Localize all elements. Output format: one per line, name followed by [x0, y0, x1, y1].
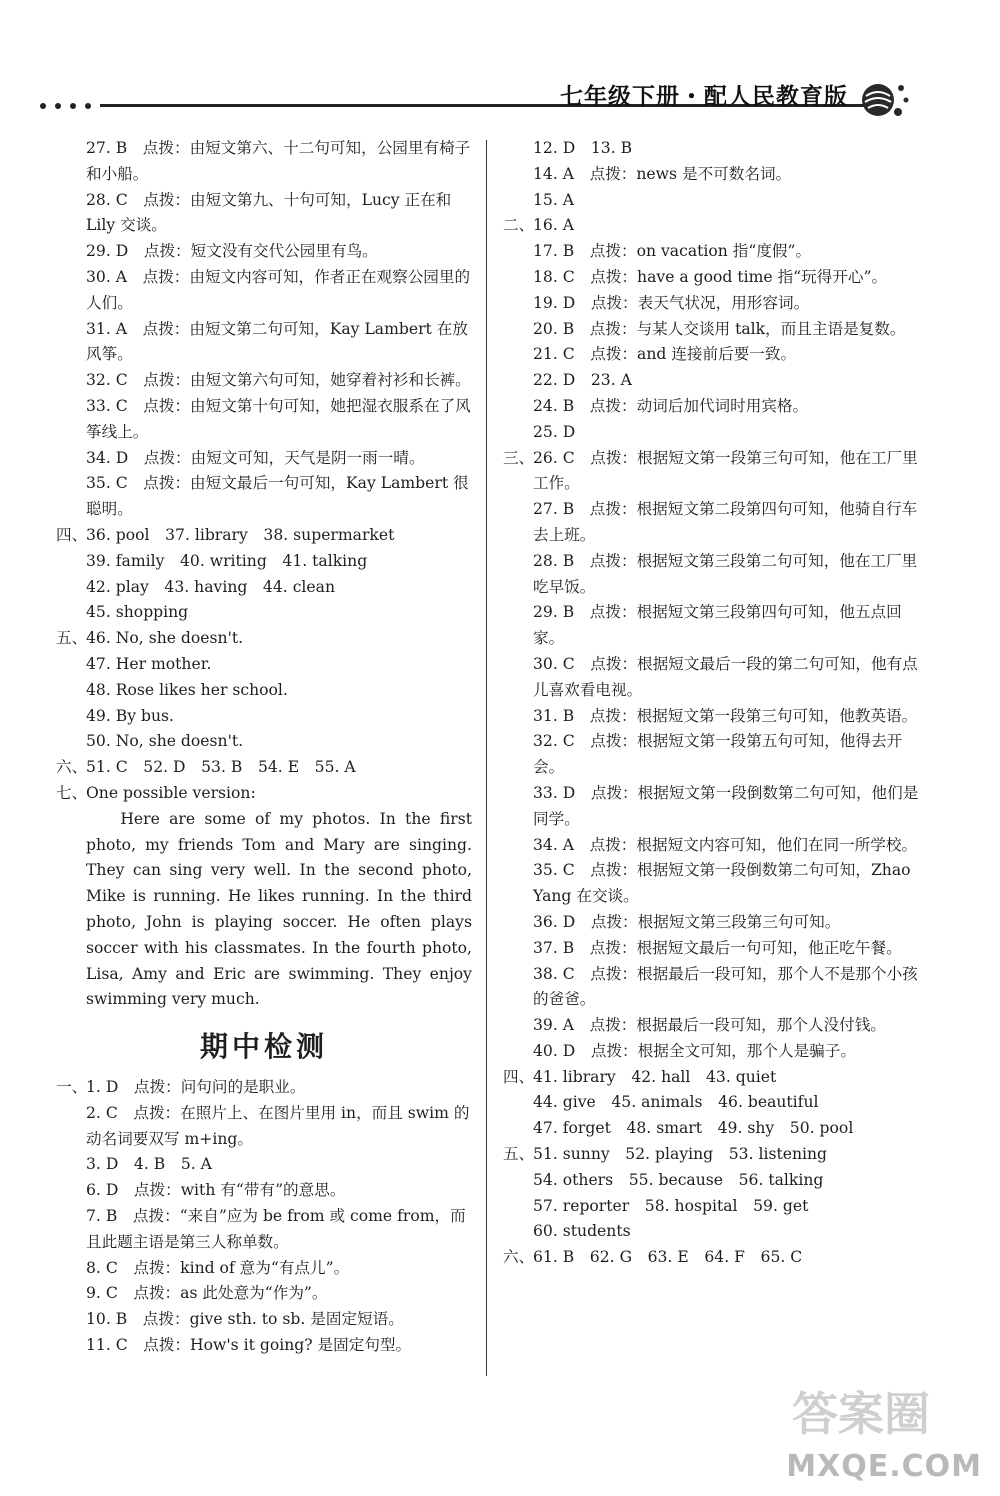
answer-text: 39. A 点拨：根据最后一段可知，那个人没付钱。	[533, 1016, 886, 1035]
answer-item	[503, 420, 923, 446]
section-marker	[503, 265, 533, 291]
answer-item	[56, 446, 472, 472]
section-marker	[56, 1152, 86, 1178]
answer-item	[56, 626, 472, 652]
section-marker	[503, 497, 533, 549]
answer-text: 31. B 点拨：根据短文第一段第三句可知，他教英语。	[533, 706, 918, 725]
answer-item	[503, 1142, 923, 1168]
answer-text: 24. B 点拨：动词后加代词时用宾格。	[533, 396, 809, 415]
answer-item	[503, 1013, 923, 1039]
section-marker	[503, 910, 533, 936]
section-marker	[503, 704, 533, 730]
section-marker	[56, 136, 86, 188]
answer-text: 54. others 55. because 56. talking	[533, 1170, 824, 1189]
answer-item	[503, 962, 923, 1014]
answer-text: 40. D 点拨：根据全文可知，那个人是骗子。	[533, 1041, 856, 1060]
dot	[40, 103, 46, 109]
answer-text: 49. By bus.	[86, 706, 174, 725]
section-marker	[56, 317, 86, 369]
answer-text: 17. B 点拨：on vacation 指“度假”。	[533, 242, 812, 261]
answer-item	[503, 1168, 923, 1194]
answer-item	[503, 291, 923, 317]
answer-text: 3. D 4. B 5. A	[86, 1155, 212, 1174]
column-divider	[486, 140, 487, 1376]
answer-item	[503, 1039, 923, 1065]
answer-text: 42. play 43. having 44. clean	[86, 577, 335, 596]
section-marker	[503, 1116, 533, 1142]
answer-item	[503, 1065, 923, 1091]
answer-item	[503, 1219, 923, 1245]
section-marker	[56, 368, 86, 394]
answer-text: 8. C 点拨：kind of 意为“有点儿”。	[86, 1258, 350, 1277]
answer-item	[503, 1090, 923, 1116]
answer-text: 14. A 点拨：news 是不可数名词。	[533, 164, 792, 183]
answer-item	[56, 678, 472, 704]
answer-item	[56, 781, 472, 807]
section-marker	[503, 239, 533, 265]
section-marker	[56, 1256, 86, 1282]
section-marker	[56, 1178, 86, 1204]
section-marker	[503, 1168, 533, 1194]
section-marker	[503, 1090, 533, 1116]
answer-item	[56, 317, 472, 369]
answer-text: 51. sunny 52. playing 53. listening	[533, 1145, 828, 1164]
answer-text: 29. D 点拨：短文没有交代公园里有鸟。	[86, 242, 378, 261]
answer-text: 35. C 点拨：由短文最后一句可知，Kay Lambert 很聪明。	[86, 474, 469, 519]
section-marker	[56, 652, 86, 678]
answer-item	[503, 342, 923, 368]
answer-text: 60. students	[533, 1222, 631, 1241]
section-marker	[56, 188, 86, 240]
answer-text: 32. C 点拨：根据短文第一段第五句可知，他得去开会。	[533, 732, 903, 777]
answer-item	[503, 1245, 923, 1271]
answer-text: 18. C 点拨：have a good time 指“玩得开心”。	[533, 267, 888, 286]
answer-item	[56, 394, 472, 446]
answer-item	[503, 317, 923, 343]
section-marker	[503, 833, 533, 859]
section-marker: 三、	[503, 448, 535, 467]
answer-text: 31. A 点拨：由短文第二句可知，Kay Lambert 在放风筝。	[86, 319, 468, 364]
section-marker	[56, 394, 86, 446]
answer-item	[56, 755, 472, 781]
section-marker	[56, 239, 86, 265]
section-marker	[503, 652, 533, 704]
answer-text: 36. D 点拨：根据短文第三段第三句可知。	[533, 912, 841, 931]
section-marker	[56, 575, 86, 601]
right-column	[503, 136, 923, 1271]
answer-item	[503, 910, 923, 936]
answer-item	[503, 497, 923, 549]
section-marker	[503, 858, 533, 910]
answer-text: 12. D 13. B	[533, 139, 633, 157]
answer-text: 44. give 45. animals 46. beautiful	[533, 1093, 819, 1112]
answer-text: 57. reporter 58. hospital 59. get	[533, 1196, 809, 1215]
watermark-logo: 答案圈	[792, 1387, 930, 1441]
answer-item	[503, 704, 923, 730]
answer-item	[503, 162, 923, 188]
section-marker	[56, 1281, 86, 1307]
answer-item	[503, 265, 923, 291]
section-marker	[503, 317, 533, 343]
section-marker	[56, 1204, 86, 1256]
answer-text: 33. C 点拨：由短文第十句可知，她把湿衣服系在了风筝线上。	[86, 396, 471, 441]
section-marker	[56, 446, 86, 472]
answer-item	[503, 549, 923, 601]
answer-text: 34. A 点拨：根据短文内容可知，他们在同一所学校。	[533, 835, 918, 854]
answer-text: 30. C 点拨：根据短文最后一段的第二句可知，他有点儿喜欢看电视。	[533, 654, 918, 699]
book-title: 七年级下册・配人民教育版	[560, 84, 848, 110]
section-marker	[503, 1194, 533, 1220]
answer-text: 33. D 点拨：根据短文第一段倒数第二句可知，他们是同学。	[533, 783, 919, 828]
section-marker	[503, 781, 533, 833]
section-marker	[56, 600, 86, 626]
section-marker: 六、	[56, 758, 88, 777]
section-marker	[503, 394, 533, 420]
section-marker	[503, 600, 533, 652]
answer-item	[56, 600, 472, 626]
answer-item	[56, 1307, 472, 1333]
answer-item	[56, 1333, 472, 1359]
answer-item	[56, 549, 472, 575]
section-marker	[503, 549, 533, 601]
section-marker	[56, 704, 86, 730]
header-dots	[40, 103, 91, 109]
answer-item	[503, 600, 923, 652]
section-marker	[503, 1219, 533, 1245]
answer-text: 35. C 点拨：根据短文第一段倒数第二句可知，Zhao Yang 在交谈。	[533, 861, 911, 906]
answer-item	[56, 1101, 472, 1153]
answer-item	[503, 781, 923, 833]
answer-item	[56, 1152, 472, 1178]
answer-text: 1. D 点拨：问句问的是职业。	[86, 1078, 306, 1097]
answer-text: 19. D 点拨：表天气状况，用形容词。	[533, 293, 810, 312]
answer-item	[56, 652, 472, 678]
dot	[55, 103, 61, 109]
answer-item	[56, 368, 472, 394]
answer-text: 61. B 62. G 63. E 64. F 65. C	[533, 1248, 803, 1267]
essay-text: Here are some of my photos. In the first photo, my friends Tom and Mary are singing. They can sing very well. In the second photo, Mike is running. He likes running. In the third photo, John is playing soccer. He often plays soccer with his classmates. In the fourth photo, Lisa, Amy and Eric are swimming. They enjoy swimming very much.	[86, 809, 472, 1009]
page-header	[0, 0, 1000, 125]
dot	[70, 103, 76, 109]
answer-item	[503, 394, 923, 420]
answer-item	[56, 188, 472, 240]
section-marker	[56, 1307, 86, 1333]
answer-item	[56, 136, 472, 188]
section-marker	[503, 420, 533, 446]
dot	[85, 103, 91, 109]
section-marker	[503, 136, 533, 162]
answer-text: 47. forget 48. smart 49. shy 50. pool	[533, 1119, 854, 1138]
section-marker	[503, 291, 533, 317]
answer-item	[503, 188, 923, 214]
answer-item	[503, 368, 923, 394]
section-marker	[56, 549, 86, 575]
answer-item	[56, 1075, 472, 1101]
section-marker: 二、	[503, 216, 535, 235]
answer-text: 22. D 23. A	[533, 371, 632, 390]
answer-item	[56, 1178, 472, 1204]
answer-item	[56, 704, 472, 730]
answer-text: 36. pool 37. library 38. supermarket	[86, 525, 395, 544]
answer-text: 15. A	[533, 190, 575, 209]
answer-text: 47. Her mother.	[86, 654, 212, 673]
answer-item	[503, 239, 923, 265]
answer-item	[56, 1204, 472, 1256]
answer-list-right	[503, 136, 923, 1271]
answer-text: 26. C 点拨：根据短文第一段第三句可知，他在工厂里工作。	[533, 448, 918, 493]
answer-item	[503, 652, 923, 704]
section-marker: 四、	[56, 525, 88, 544]
answer-text: 38. C 点拨：根据最后一段可知，那个人不是那个小孩的爸爸。	[533, 964, 918, 1009]
answer-text: 41. library 42. hall 43. quiet	[533, 1067, 777, 1086]
section-marker	[503, 162, 533, 188]
answer-item	[503, 729, 923, 781]
answer-item	[56, 265, 472, 317]
answer-text: 46. No, she doesn't.	[86, 629, 244, 648]
answer-text: 39. family 40. writing 41. talking	[86, 551, 368, 570]
answer-item	[56, 1281, 472, 1307]
answer-item	[503, 1116, 923, 1142]
answer-text: 50. No, she doesn't.	[86, 732, 244, 751]
left-column	[56, 136, 472, 1359]
answer-item	[503, 1194, 923, 1220]
section-marker	[503, 342, 533, 368]
answer-item	[503, 446, 923, 498]
section-marker: 七、	[56, 783, 88, 802]
book-logo-icon	[856, 74, 916, 122]
answer-list-midterm	[56, 1075, 472, 1359]
answer-text: 37. B 点拨：根据短文最后一句可知，他正吃午餐。	[533, 938, 902, 957]
answer-list-left	[56, 136, 472, 807]
answer-text: 27. B 点拨：由短文第六、十二句可知，公园里有椅子和小船。	[86, 139, 471, 183]
answer-text: 30. A 点拨：由短文内容可知，作者正在观察公园里的人们。	[86, 267, 471, 312]
section-marker: 一、	[56, 1078, 88, 1097]
answer-text: 45. shopping	[86, 603, 189, 622]
section-marker	[503, 962, 533, 1014]
answer-text: 34. D 点拨：由短文可知，天气是阴一雨一晴。	[86, 448, 425, 467]
section-marker	[503, 188, 533, 214]
answer-item	[56, 239, 472, 265]
answer-text: 21. C 点拨：and 连接前后要一致。	[533, 345, 797, 364]
answer-item	[503, 136, 923, 162]
answer-text: 27. B 点拨：根据短文第二段第四句可知，他骑自行车去上班。	[533, 500, 918, 544]
answer-item	[56, 1256, 472, 1282]
section-marker: 四、	[503, 1067, 535, 1086]
watermark-url: MXQE.COM	[786, 1449, 982, 1484]
section-marker	[56, 471, 86, 523]
section-marker	[503, 1039, 533, 1065]
answer-text: 10. B 点拨：give sth. to sb. 是固定短语。	[86, 1310, 404, 1329]
section-title: 期中检测	[199, 1030, 328, 1064]
section-marker: 六、	[503, 1248, 535, 1267]
answer-text: 2. C 点拨：在照片上、在图片里用 in，而且 swim 的动名词要双写 m+ing。	[86, 1103, 470, 1148]
section-marker	[56, 265, 86, 317]
section-marker: 五、	[56, 629, 88, 648]
section-marker	[503, 936, 533, 962]
answer-item	[503, 936, 923, 962]
section-marker	[56, 1333, 86, 1359]
answer-item	[56, 471, 472, 523]
answer-text: 9. C 点拨：as 此处意为“作为”。	[86, 1284, 328, 1303]
answer-text: 7. B 点拨：“来自”应为 be from 或 come from，而且此题主语是第三人称单数。	[86, 1207, 466, 1251]
answer-text: 32. C 点拨：由短文第六句可知，她穿着衬衫和长裤。	[86, 371, 471, 390]
section-marker	[56, 729, 86, 755]
answer-text: One possible version:	[86, 783, 256, 802]
answer-text: 48. Rose likes her school.	[86, 680, 288, 699]
answer-text: 51. C 52. D 53. B 54. E 55. A	[86, 758, 356, 777]
section-marker	[503, 729, 533, 781]
section-marker	[503, 368, 533, 394]
answer-text: 29. B 点拨：根据短文第三段第四句可知，他五点回家。	[533, 603, 902, 648]
answer-text: 11. C 点拨：How's it going? 是固定句型。	[86, 1336, 412, 1355]
answer-item	[503, 213, 923, 239]
answer-text: 20. B 点拨：与某人交谈用 talk，而且主语是复数。	[533, 319, 906, 338]
section-marker	[56, 678, 86, 704]
answer-item	[56, 729, 472, 755]
answer-text: 25. D	[533, 422, 576, 441]
answer-item	[56, 523, 472, 549]
answer-item	[56, 575, 472, 601]
answer-item	[503, 833, 923, 859]
section-marker	[56, 1101, 86, 1153]
answer-text: 6. D 点拨：with 有“带有”的意思。	[86, 1181, 346, 1200]
section-marker: 五、	[503, 1145, 535, 1164]
answer-item	[503, 858, 923, 910]
section-marker	[503, 1013, 533, 1039]
answer-text: 28. C 点拨：由短文第九、十句可知，Lucy 正在和 Lily 交谈。	[86, 190, 452, 235]
answer-text: 16. A	[533, 216, 575, 235]
answer-text: 28. B 点拨：根据短文第三段第二句可知，他在工厂里吃早饭。	[533, 551, 918, 596]
